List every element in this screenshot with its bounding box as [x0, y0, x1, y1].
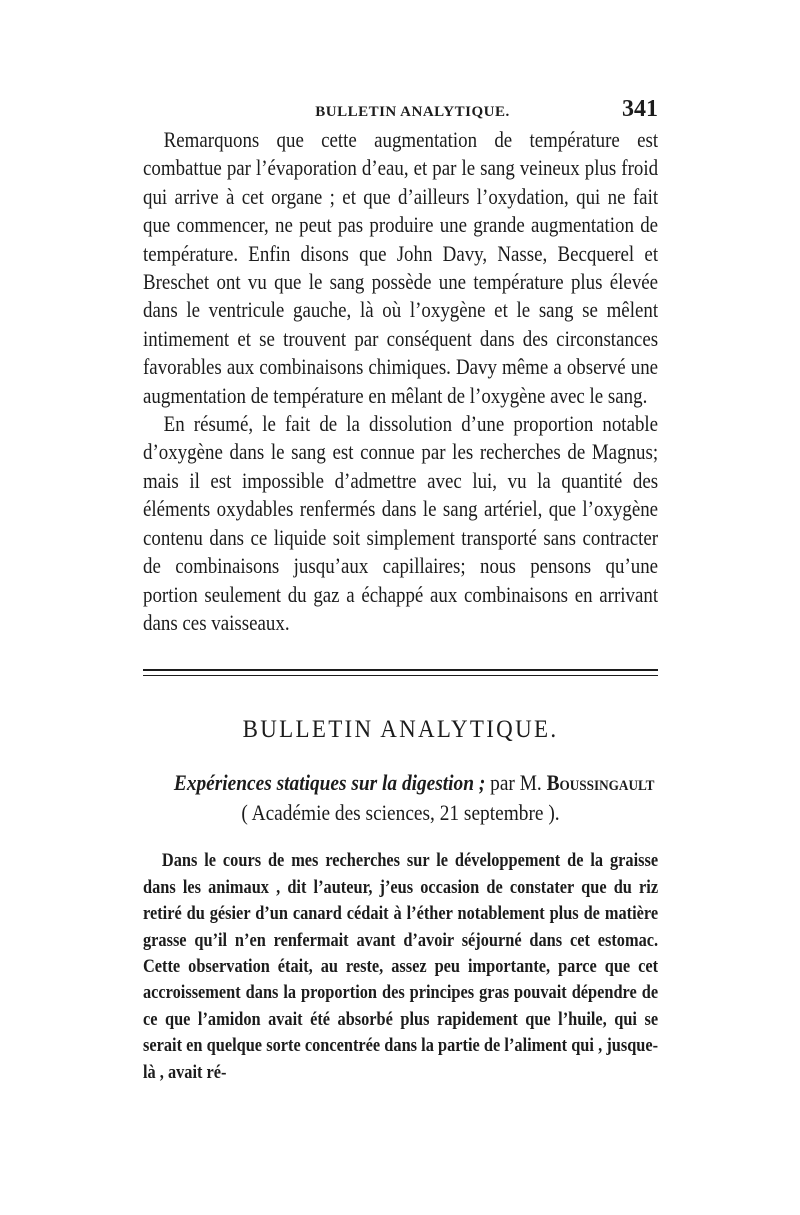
article-text	[143, 848, 658, 1086]
body-text	[143, 126, 658, 637]
section-title: BULLETIN ANALYTIQUE.	[242, 716, 559, 744]
paragraph: Dans le cours de mes recherches sur le développement de la graisse dans les animaux , dit l’auteur, j’eus occasion de constater que du riz retiré du gésier d’un canard cédait à l’éther notablement plus de matière grasse qu’il n’en renfermait avant d’avoir séjourné dans cet estomac. Cette observation était, au reste, assez peu importante, parce que cet accroissement dans la proportion des principes gras pouvait dépendre de ce que l’amidon avait été absorbé plus rapidement que l’huile, qui se serait en quelque sorte concentrée dans la partie de l’aliment qui , jusque-là , avait ré-	[143, 850, 659, 1083]
paragraph: Remarquons que cette augmentation de température est combattue par l’évaporation d’eau, et par le sang veineux plus froid qui arrive à cet organe ; et que d’ailleurs l’oxydation, qui ne fait que commencer, ne peut pas produire une grande augmentation de température. Enfin disons que John Davy, Nasse, Becquerel et Breschet ont vu que le sang possède une température plus élevée dans le ventricule gauche, là où l’oxygène et le sang se mêlent intimement et se trouvent par conséquent dans des circonstances favorables aux combinaisons chimiques. Davy même a observé une augmentation de température en mêlant de l’oxygène avec le sang.	[143, 127, 659, 408]
divider-rule	[143, 669, 658, 671]
article-source: ( Académie des sciences, 21 septembre ).	[241, 800, 560, 826]
article-title-line	[173, 768, 655, 798]
article-by: par M.	[485, 770, 547, 796]
divider-rule	[143, 675, 658, 676]
article-heading	[143, 768, 658, 828]
paragraph: En résumé, le fait de la dissolution d’une proportion notable d’oxygène dans le sang est connue par les recherches de Magnus; mais il est impossible d’admettre avec lui, vu la quantité des éléments oxydables renfermés dans le sang artériel, que l’oxygène contenu dans ce liquide soit simplement transporté sans contracter de combinaisons jusqu’aux capillaires; nous pensons qu’une portion seulement du gaz a échappé aux combinaisons en arrivant dans ces vaisseaux.	[143, 411, 659, 635]
running-title: BULLETIN ANALYTIQUE.	[315, 104, 510, 120]
book-page	[143, 96, 658, 1086]
page-number: 341	[622, 96, 658, 122]
section-divider	[143, 669, 658, 676]
article-title: Expériences statiques sur la digestion ;	[173, 770, 486, 796]
running-head	[143, 96, 658, 124]
article-author: Boussingault	[546, 770, 655, 796]
